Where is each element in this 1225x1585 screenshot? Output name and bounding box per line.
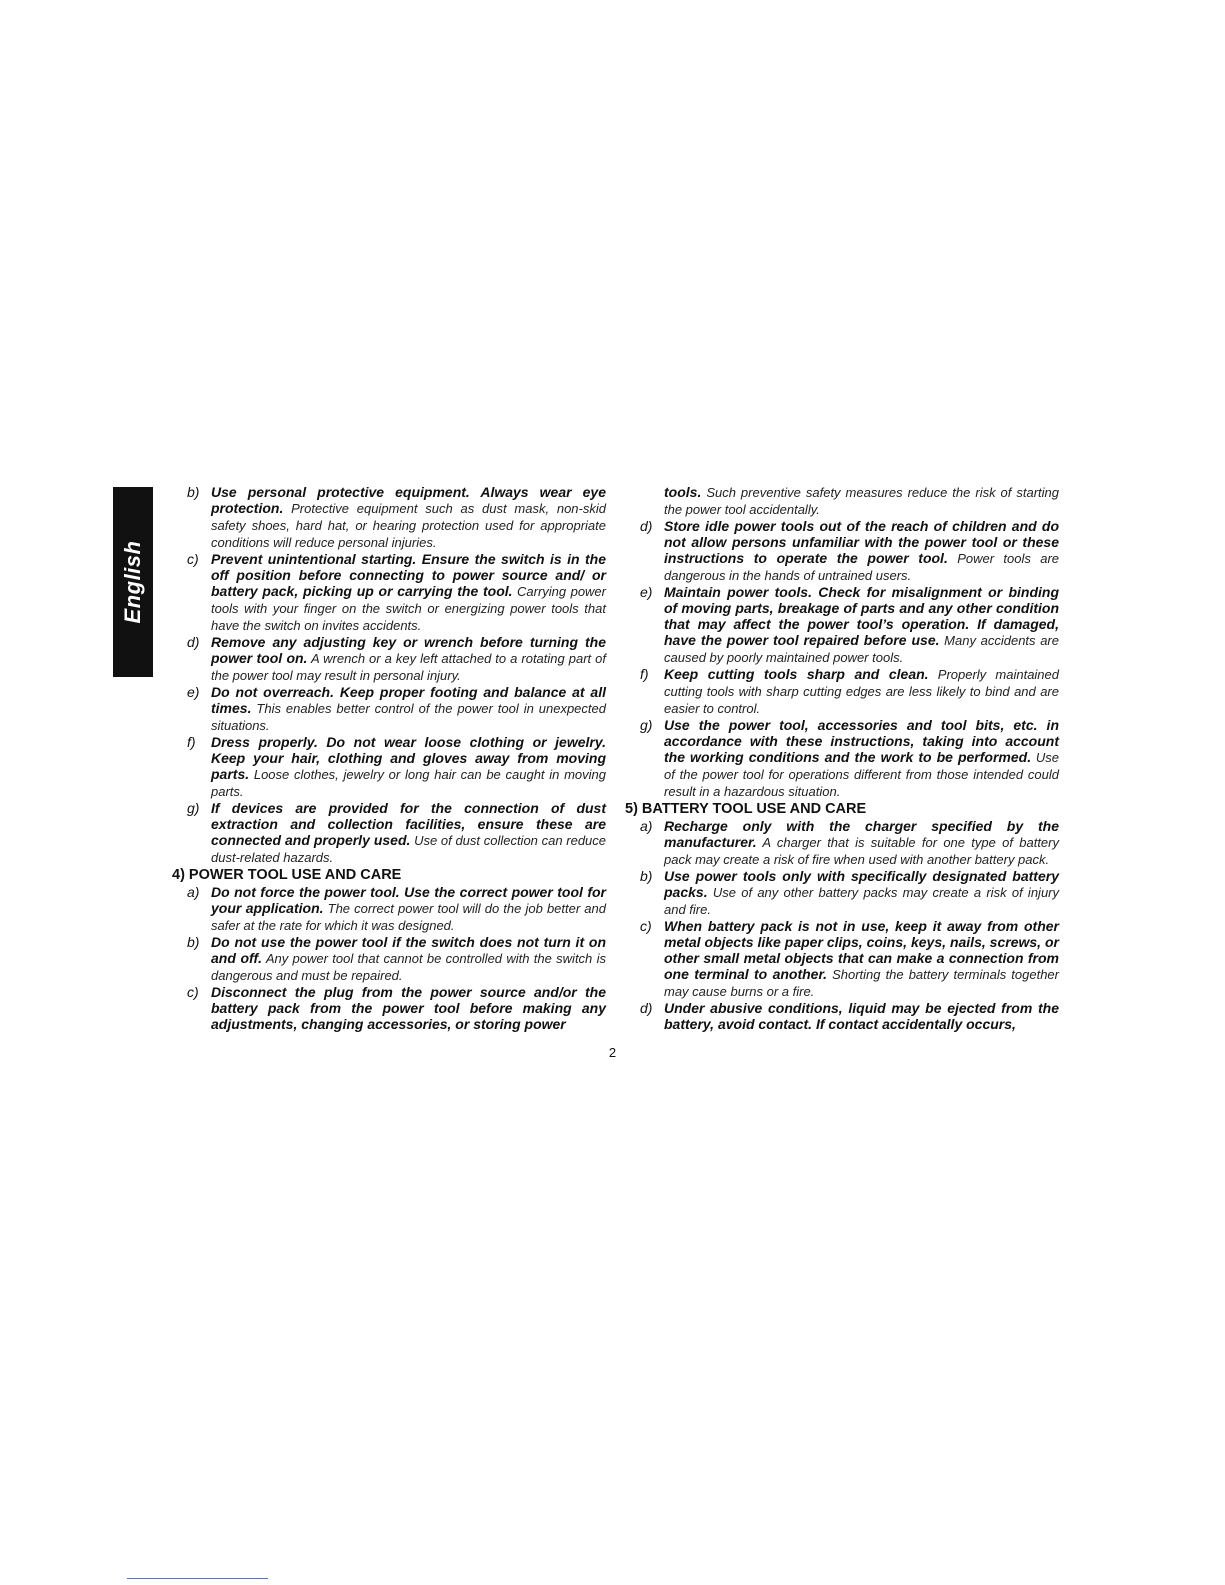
list-item: [625, 818, 1059, 868]
continuation-paragraph: [625, 484, 1059, 518]
item-normal-text: Loose clothes, jewelry or long hair can be caught in moving parts.: [211, 767, 606, 799]
list-item: [172, 984, 606, 1033]
item-normal-text: Power tools are dangerous in the hands of untrained users.: [664, 551, 1060, 583]
item-normal-text: The correct power tool will do the job better and safer at the rate for which it was designed.: [211, 901, 606, 933]
item-letter: a): [187, 884, 200, 900]
item-normal-text: Use of any other battery packs may create a risk of injury and fire.: [664, 885, 1059, 917]
item-normal-text: Any power tool that cannot be controlled with the switch is dangerous and must be repaired.: [211, 951, 606, 983]
item-bold-text: When battery pack is not in use, keep it away from other metal objects like paper clips, coins, keys, nails, screws, or other small metal objects that can make a connection from one terminal to another.: [664, 918, 1059, 982]
list-item: [625, 666, 1059, 717]
item-bold-text: Use power tools only with specifically designated battery packs.: [664, 868, 1059, 900]
item-bold-text: Do not force the power tool. Use the correct power tool for your application.: [211, 884, 606, 916]
item-bold-text: Disconnect the plug from the power source and/or the battery pack from the power tool before making any adjustments, changing accessories, or storing power: [211, 984, 606, 1032]
item-bold-text: Remove any adjusting key or wrench before turning the power tool on.: [211, 634, 606, 666]
list-item: [625, 868, 1059, 918]
item-normal-text: This enables better control of the power tool in unexpected situations.: [211, 701, 606, 733]
item-letter: e): [187, 684, 200, 700]
item-bold-text: Use personal protective equipment. Always wear eye protection.: [211, 484, 606, 516]
item-normal-text: Properly maintained cutting tools with sharp cutting edges are less likely to bind and are easier to control.: [664, 667, 1059, 716]
list-item: [172, 734, 606, 800]
item-letter: b): [187, 484, 200, 500]
item-letter: c): [187, 551, 199, 567]
right-items-bottom: [625, 818, 1059, 1033]
list-item: [172, 934, 606, 984]
section-heading-power-tool: 4) POWER TOOL USE AND CARE: [172, 867, 402, 883]
item-letter: e): [640, 584, 653, 600]
list-item: [625, 518, 1059, 584]
item-letter: g): [187, 800, 200, 816]
language-tab: [113, 487, 153, 677]
section-heading-battery-tool: 5) BATTERY TOOL USE AND CARE: [625, 801, 867, 817]
item-bold-text: Recharge only with the charger specified by the manufacturer.: [664, 818, 1059, 850]
list-item: [625, 717, 1059, 800]
item-letter: b): [640, 868, 653, 884]
item-normal-text: Use of dust collection can reduce dust-related hazards.: [211, 833, 607, 865]
list-item: [625, 918, 1059, 1000]
page-number: 2: [608, 1045, 617, 1060]
item-letter: d): [640, 1000, 653, 1016]
list-item: [172, 684, 606, 734]
left-items-bottom: [172, 884, 606, 1033]
item-bold-text: Under abusive conditions, liquid may be ejected from the battery, avoid contact. If contact accidentally occurs,: [664, 1000, 1059, 1032]
item-normal-text: Protective equipment such as dust mask, non-skid safety shoes, hard hat, or hearing protection used for appropriate conditions will reduce personal injuries.: [211, 501, 606, 550]
item-bold-text: Maintain power tools. Check for misalignment or binding of moving parts, breakage of parts and any other condition that may affect the power tool’s operation. If damaged, have the power tool repaired before use.: [664, 584, 1059, 648]
item-letter: f): [640, 666, 649, 682]
item-bold-text: Use the power tool, accessories and tool bits, etc. in accordance with these instructions, taking into account the working conditions and the work to be performed.: [664, 717, 1059, 765]
right-items-top: [625, 518, 1059, 800]
item-normal-text: Carrying power tools with your finger on the switch or energizing power tools that have the switch on invites accidents.: [211, 584, 606, 633]
right-column: [625, 484, 1059, 1033]
item-normal-text: Many accidents are caused by poorly maintained power tools.: [664, 633, 1059, 665]
item-letter: a): [640, 818, 653, 834]
list-item: [172, 634, 606, 684]
item-letter: g): [640, 717, 653, 733]
left-column: [172, 484, 606, 1033]
list-item: [172, 551, 606, 634]
item-letter: d): [187, 634, 200, 650]
list-item: [172, 884, 606, 934]
item-normal-text: Use of the power tool for operations different from those intended could result in a hazardous situation.: [664, 750, 1059, 799]
item-bold-text: Prevent unintentional starting. Ensure the switch is in the off position before connecting to power source and/ or battery pack, picking up or carrying the tool.: [211, 551, 606, 599]
item-bold-text: Keep cutting tools sharp and clean.: [664, 666, 929, 682]
item-letter: c): [187, 984, 199, 1000]
list-item: [172, 800, 606, 866]
item-letter: f): [187, 734, 196, 750]
list-item: [625, 584, 1059, 666]
item-normal-text: A charger that is suitable for one type of battery pack may create a risk of fire when used with another battery pack.: [664, 835, 1059, 867]
item-letter: d): [640, 518, 653, 534]
item-normal-text: Shorting the battery terminals together may cause burns or a fire.: [664, 967, 1059, 999]
language-tab-label: English: [120, 540, 145, 624]
item-bold-text: Do not use the power tool if the switch does not turn it on and off.: [211, 934, 606, 966]
item-bold-text: Dress properly. Do not wear loose clothing or jewelry. Keep your hair, clothing and gloves away from moving parts.: [211, 734, 606, 782]
item-letter: c): [640, 918, 652, 934]
continuation-normal: Such preventive safety measures reduce the risk of starting the power tool accidentally.: [664, 485, 1059, 517]
item-bold-text: Store idle power tools out of the reach of children and do not allow persons unfamiliar with the power tool or these instructions to operate the power tool.: [664, 518, 1059, 566]
left-items-top: [172, 484, 606, 866]
footer-rule: [127, 1578, 268, 1579]
list-item: [625, 1000, 1059, 1033]
item-bold-text: If devices are provided for the connection of dust extraction and collection facilities, ensure these are connected and properly used.: [211, 800, 606, 848]
item-bold-text: Do not overreach. Keep proper footing and balance at all times.: [211, 684, 606, 716]
item-normal-text: A wrench or a key left attached to a rotating part of the power tool may result in personal injury.: [211, 651, 606, 683]
item-letter: b): [187, 934, 200, 950]
continuation-bold: tools.: [664, 484, 702, 500]
list-item: [172, 484, 606, 551]
